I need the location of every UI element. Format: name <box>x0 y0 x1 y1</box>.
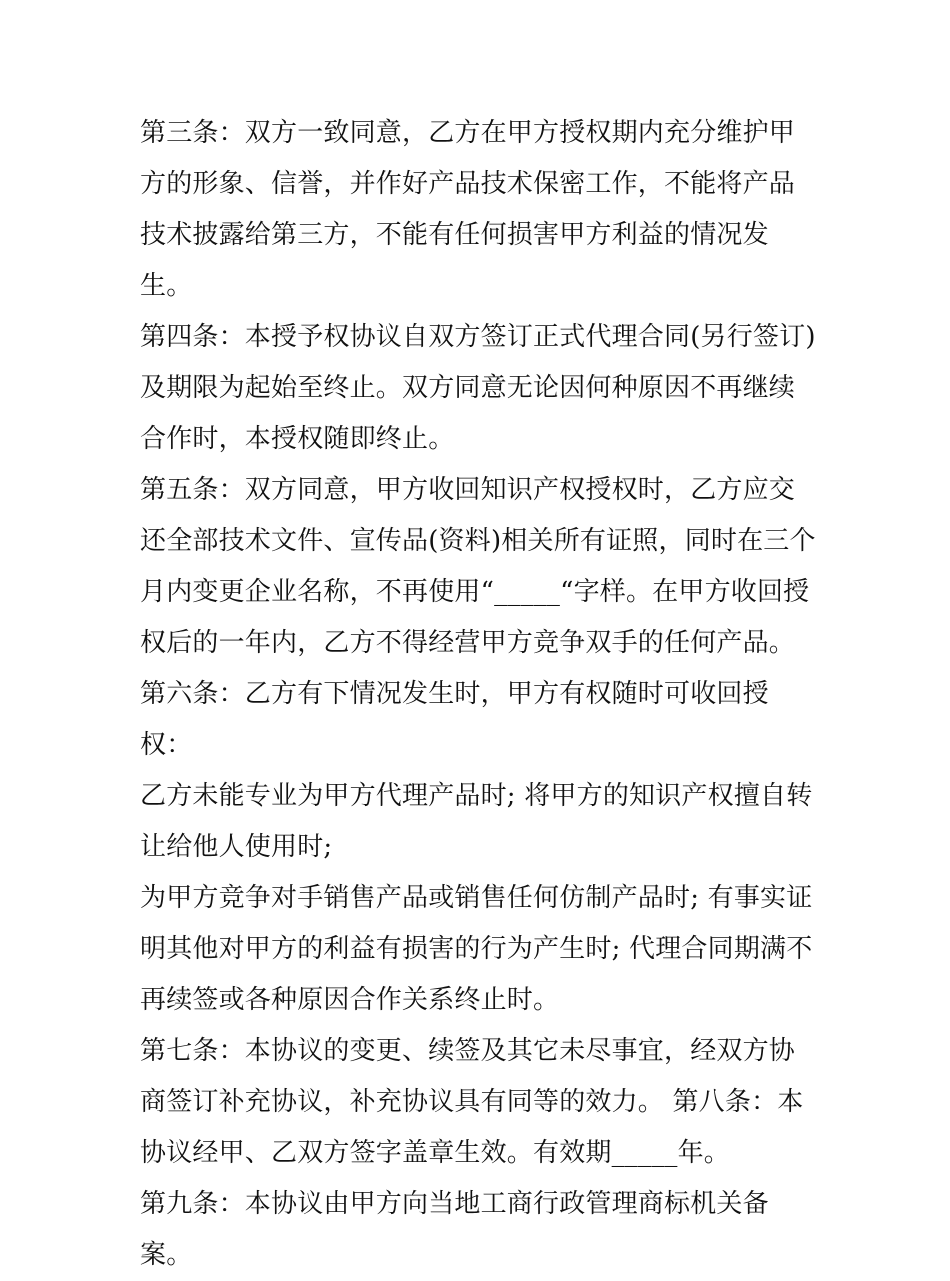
document-body <box>140 108 820 1281</box>
article-5-paragraph: 第五条：双方同意，甲方收回知识产权授权时，乙方应交还全部技术文件、宣传品(资料)相关所有证照，同时在三个月内变更企业名称，不再使用“_____“字样。在甲方收回授权后的一年内，乙方不得经营甲方竞争双手的任何产品。 <box>140 475 816 658</box>
article-6-condition-1: 乙方未能专业为甲方代理产品时; 将甲方的知识产权擅自转让给他人使用时; <box>140 781 813 862</box>
article-3-paragraph: 第三条：双方一致同意，乙方在甲方授权期内充分维护甲方的形象、信誉，并作好产品技术保密工作，不能将产品技术披露给第三方，不能有任何损害甲方利益的情况发生。 <box>140 118 796 301</box>
article-9-paragraph: 第九条：本协议由甲方向当地工商行政管理商标机关备案。 <box>140 1189 769 1270</box>
article-4-paragraph: 第四条：本授予权协议自双方签订正式代理合同(另行签订)及期限为起始至终止。双方同意无论因何种原因不再继续合作时，本授权随即终止。 <box>140 322 816 454</box>
article-6-condition-2: 为甲方竞争对手销售产品或销售任何仿制产品时; 有事实证明其他对甲方的利益有损害的行为产生时; 代理合同期满不再续签或各种原因合作关系终止时。 <box>140 883 813 1015</box>
article-6-paragraph: 第六条：乙方有下情况发生时，甲方有权随时可收回授权： <box>140 679 769 760</box>
article-7-8-paragraph: 第七条：本协议的变更、续签及其它未尽事宜，经双方协商签订补充协议，补充协议具有同等的效力。 第八条：本协议经甲、乙双方签字盖章生效。有效期_____年。 <box>140 1036 804 1168</box>
